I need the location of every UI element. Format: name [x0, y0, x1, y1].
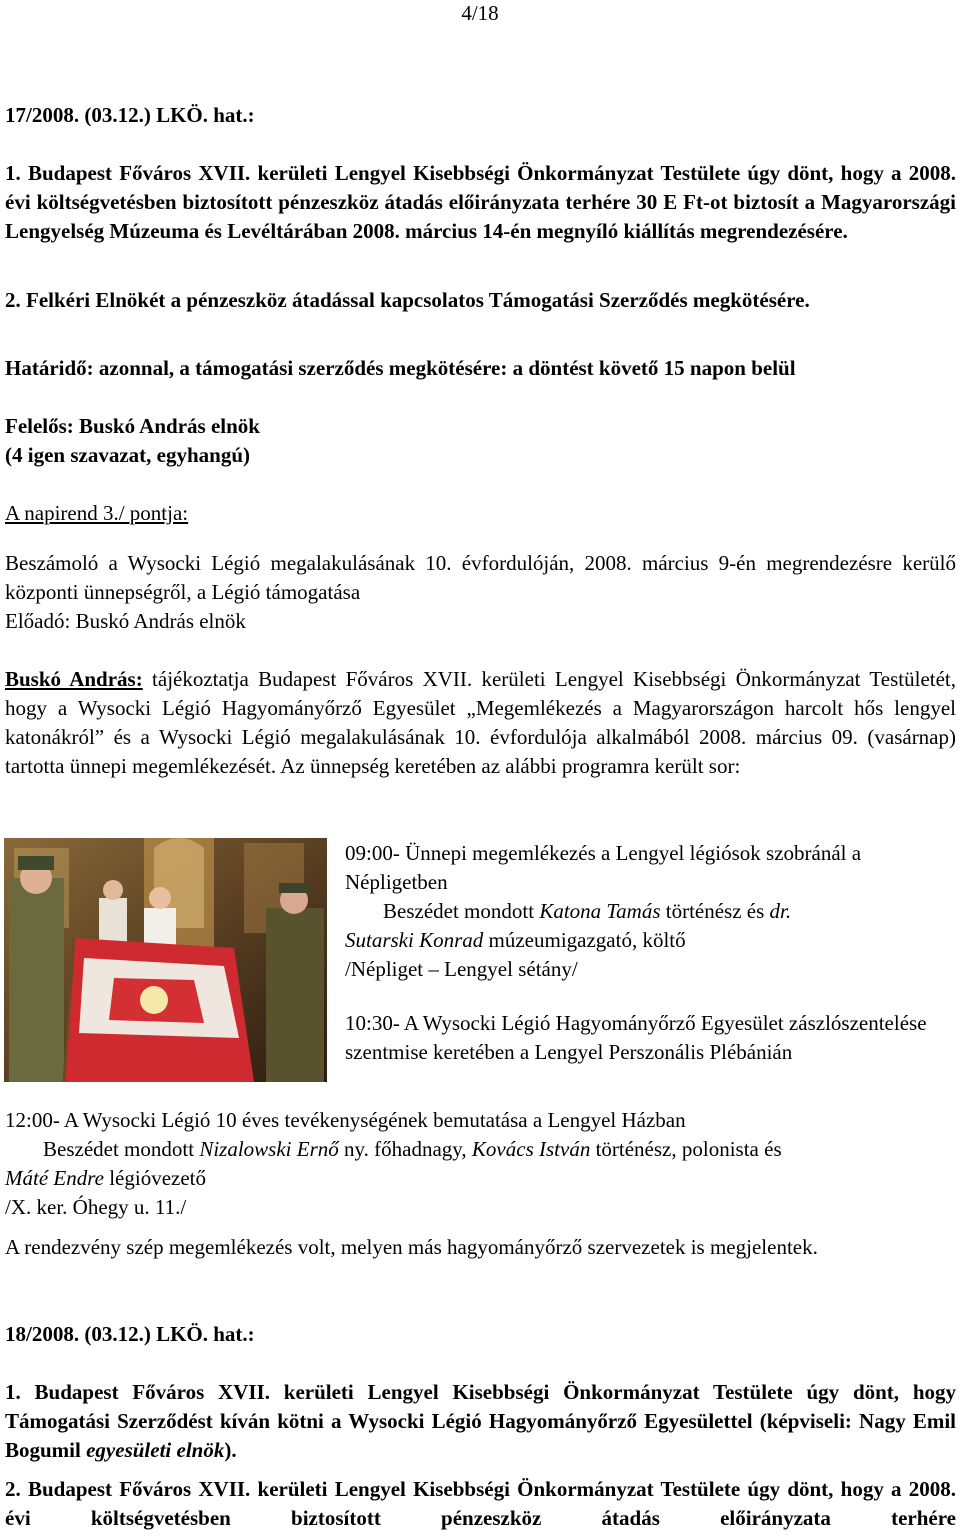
- program-text: légióvezető: [103, 1166, 206, 1190]
- resolution-18-point-1-text: 1. Budapest Főváros XVII. kerületi Lengyel Kisebbségi Önkormányzat Testülete úgy dönt, hogy Támogatási Szerződést kíván kötni a Wysocki Légió Hagyományőrző Egyesülettel (képviseli: Nagy Emil Bogumil: [5, 1380, 956, 1462]
- speaker-name: Máté Endre: [5, 1166, 104, 1190]
- program-item-0900-speakers-line: [345, 897, 956, 926]
- speaker-name: Katona Tamás: [539, 899, 661, 923]
- program-item-1200-location: /X. ker. Óhegy u. 11./: [5, 1195, 187, 1219]
- speaker-name: Sutarski Konrad: [345, 928, 484, 952]
- program-item-1200: 12:00- A Wysocki Légió 10 éves tevékenységének bemutatása a Lengyel Házban: [5, 1108, 686, 1132]
- agenda-topic: Beszámoló a Wysocki Légió megalakulásának 10. évfordulóján, 2008. március 9-én megrendezésre kerülő központi ünnepségről, a Légió támogatása: [5, 551, 956, 604]
- report-text: tájékoztatja Budapest Főváros XVII. kerületi Lengyel Kisebbségi Önkormányzat Testületét, hogy a Wysocki Légió Hagyományőrző Egyesület „Megemlékezés a Magyarországon harcolt hős lengyel katonákról” és a Wysocki Légió megalakulásának 10. évfordulója alkalmából 2008. március 09. (vasárnap) tartotta ünnepi megemlékezését. Az ünnepség keretében az alábbi programra került sor:: [5, 667, 957, 778]
- speaker-name: Nizalowski Ernő: [199, 1137, 339, 1161]
- program-text: történész, polonista és: [590, 1137, 782, 1161]
- speaker-name: Kovács István: [471, 1137, 591, 1161]
- program-item-1030: 10:30- A Wysocki Légió Hagyományőrző Egyesület zászlószentelése szentmise keretében a Lengyel Perszonális Plébánián: [345, 1011, 927, 1064]
- program-item-0900: 09:00- Ünnepi megemlékezés a Lengyel légiósok szobránál a Népligetben: [345, 841, 862, 894]
- resolution-17-responsible: Felelős: Buskó András elnök: [5, 414, 260, 438]
- report-speaker-name: Buskó András:: [5, 667, 143, 691]
- resolution-18-heading: 18/2008. (03.12.) LKÖ. hat.:: [5, 1322, 255, 1346]
- resolution-18-point-1-end: ).: [224, 1438, 237, 1462]
- program-item-1200-speakers-line: [5, 1135, 956, 1164]
- program-text: Beszédet mondott: [43, 1137, 200, 1161]
- ceremony-photo: [4, 838, 327, 1082]
- resolution-17-deadline: Határidő: azonnal, a támogatási szerződés megkötésére: a döntést követő 15 napon belül: [5, 356, 796, 380]
- program-text: múzeumigazgató, költő: [483, 928, 686, 952]
- representative-role: egyesületi elnök: [86, 1438, 225, 1462]
- resolution-17-point-2: 2. Felkéri Elnökét a pénzeszköz átadással kapcsolatos Támogatási Szerződés megkötésére.: [5, 288, 810, 312]
- program-item-0900-speakers: [345, 897, 956, 955]
- program-item-1200-speakers: [5, 1135, 956, 1193]
- resolution-17-point-1: 1. Budapest Főváros XVII. kerületi Lengyel Kisebbségi Önkormányzat Testülete úgy dönt, hogy a 2008. évi költségvetésben biztosított pénzeszköz átadás előirányzata terhére 30 E Ft-ot biztosít a Magyarországi Lengyelség Múzeuma és Levéltárában 2008. március 14-én megnyíló kiállítás megrendezésére.: [5, 161, 956, 243]
- program-text: történész és: [660, 899, 770, 923]
- resolution-18-point-1: [5, 1378, 956, 1465]
- agenda-speaker: Előadó: Buskó András elnök: [5, 609, 246, 633]
- resolution-18-point-2: 2. Budapest Főváros XVII. kerületi Lengyel Kisebbségi Önkormányzat Testülete úgy dönt, hogy a 2008. évi költségvetésben biztosított pénzeszköz átadás előirányzata terhére: [5, 1477, 956, 1530]
- program-text: ny. főhadnagy,: [338, 1137, 472, 1161]
- agenda-heading-text: A napirend 3./ pontja:: [5, 501, 189, 525]
- resolution-17-vote: (4 igen szavazat, egyhangú): [5, 443, 250, 467]
- program-item-0900-location: /Népliget – Lengyel sétány/: [345, 957, 578, 981]
- agenda-heading: [5, 499, 956, 528]
- program-text: Beszédet mondott: [383, 899, 540, 923]
- program-closing: A rendezvény szép megemlékezés volt, melyen más hagyományőrző szervezetek is megjelentek.: [5, 1235, 818, 1259]
- speaker-title: dr.: [769, 899, 792, 923]
- resolution-17-heading: 17/2008. (03.12.) LKÖ. hat.:: [5, 103, 255, 127]
- agenda-report: [5, 665, 956, 781]
- page-number: 4/18: [461, 1, 499, 25]
